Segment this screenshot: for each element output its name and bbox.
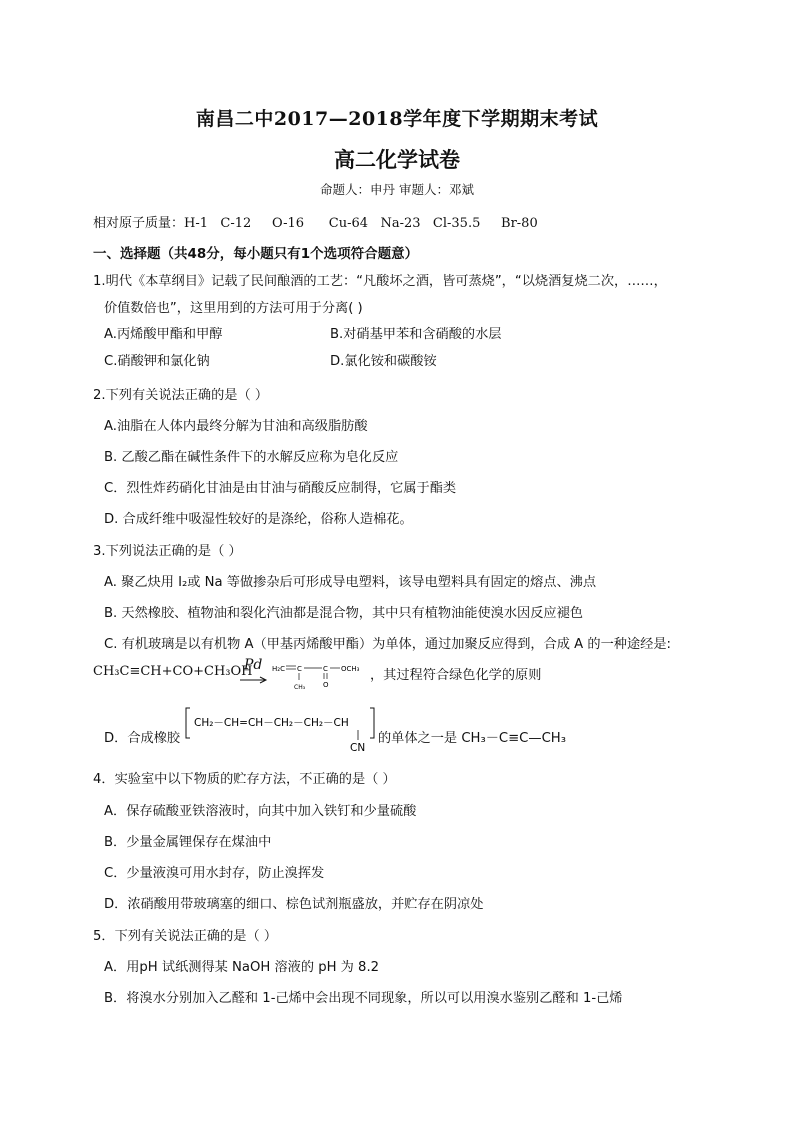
atomic-masses: 相对原子质量：H-1 C-12 O-16 Cu-64 Na-23 Cl-35.5 Br-80 — [93, 216, 538, 231]
o-label: O — [323, 681, 329, 689]
ch3-label: CH₃ — [294, 684, 306, 691]
q1-stem-line2: 价值数倍也”，这里用到的方法可用于分离( ) — [104, 301, 363, 316]
q3-option-d-prefix: D．合成橡胶 — [104, 731, 181, 746]
reaction-arrow-icon — [239, 675, 269, 685]
q3-option-b: B. 天然橡胶、植物油和裂化汽油都是混合物，其中只有植物油能使溴水因反应褪色 — [104, 606, 583, 621]
q5-stem: 5．下列有关说法正确的是（ ） — [93, 929, 278, 944]
q1-option-a: A.丙烯酸甲酯和甲醇 — [104, 327, 223, 342]
exam-authors: 命题人：申丹 审题人：邓斌 — [320, 182, 474, 197]
q1-option-d: D.氯化铵和碳酸铵 — [330, 354, 437, 369]
polymer-structure — [184, 704, 380, 756]
q4-option-a: A．保存硫酸亚铁溶液时，向其中加入铁钉和少量硫酸 — [104, 804, 417, 819]
q2-option-a: A.油脂在人体内最终分解为甘油和高级脂肪酸 — [104, 419, 368, 434]
q3-reaction-reactants: CH₃C≡CH+CO+CH₃OH — [93, 664, 253, 679]
och3-label: OCH₃ — [341, 665, 360, 673]
q4-option-b: B．少量金属锂保存在煤油中 — [104, 835, 272, 850]
q1-option-b: B.对硝基甲苯和含硝酸的水层 — [330, 327, 502, 342]
polymer-chain-label: CH₂－CH=CH－CH₂－CH₂－CH — [194, 717, 349, 729]
q2-option-c: C．烈性炸药硝化甘油是由甘油与硝酸反应制得，它属于酯类 — [104, 481, 457, 496]
polymer-cn-label: CN — [350, 742, 366, 754]
q1-option-c: C.硝酸钾和氯化钠 — [104, 354, 210, 369]
catalyst-label: Pd — [244, 657, 263, 673]
q5-option-b: B．将溴水分别加入乙醛和 1-己烯中会出现不同现象，所以可以用溴水鉴别乙醛和 1-己烯 — [104, 991, 623, 1006]
q3-stem: 3.下列说法正确的是（ ） — [93, 544, 242, 559]
q3-option-d-suffix: 的单体之一是 CH₃－C≡C—CH₃ — [378, 731, 566, 746]
exam-title: 南昌二中2017—2018学年度下学期期末考试 — [195, 108, 599, 130]
q4-option-c: C．少量液溴可用水封存，防止溴挥发 — [104, 866, 325, 881]
c2-label: C — [323, 665, 328, 673]
q4-option-d: D．浓硝酸用带玻璃塞的细口、棕色试剂瓶盛放，并贮存在阴凉处 — [104, 897, 484, 912]
q1-stem-line1: 1.明代《本草纲目》记载了民间酿酒的工艺：“凡酸坏之酒，皆可蒸烧”，“以烧酒复烧二次，……， — [93, 274, 667, 289]
exam-subtitle: 高二化学试卷 — [334, 147, 460, 172]
c1-label: C — [297, 665, 302, 673]
q2-stem: 2.下列有关说法正确的是（ ） — [93, 388, 269, 403]
methyl-methacrylate-structure — [272, 660, 372, 692]
q3-option-a: A. 聚乙炔用 I₂或 Na 等做掺杂后可形成导电塑料，该导电塑料具有固定的熔点、沸点 — [104, 575, 597, 590]
q4-stem: 4．实验室中以下物质的贮存方法，不正确的是（ ） — [93, 772, 396, 787]
q3-option-c: C. 有机玻璃是以有机物 A（甲基丙烯酸甲酯）为单体，通过加聚反应得到，合成 A 的一种途经是: — [104, 637, 671, 652]
q3-reaction-tail: ，其过程符合绿色化学的原则 — [370, 668, 542, 683]
q5-option-a: A．用pH 试纸测得某 NaOH 溶液的 pH 为 8.2 — [104, 960, 380, 975]
q2-option-d: D. 合成纤维中吸湿性较好的是涤纶，俗称人造棉花。 — [104, 512, 413, 527]
h2c-label: H₂C — [272, 665, 285, 673]
q2-option-b: B. 乙酸乙酯在碱性条件下的水解反应称为皂化反应 — [104, 450, 399, 465]
section-title: 一、选择题（共48分，每小题只有1个选项符合题意） — [93, 246, 419, 262]
